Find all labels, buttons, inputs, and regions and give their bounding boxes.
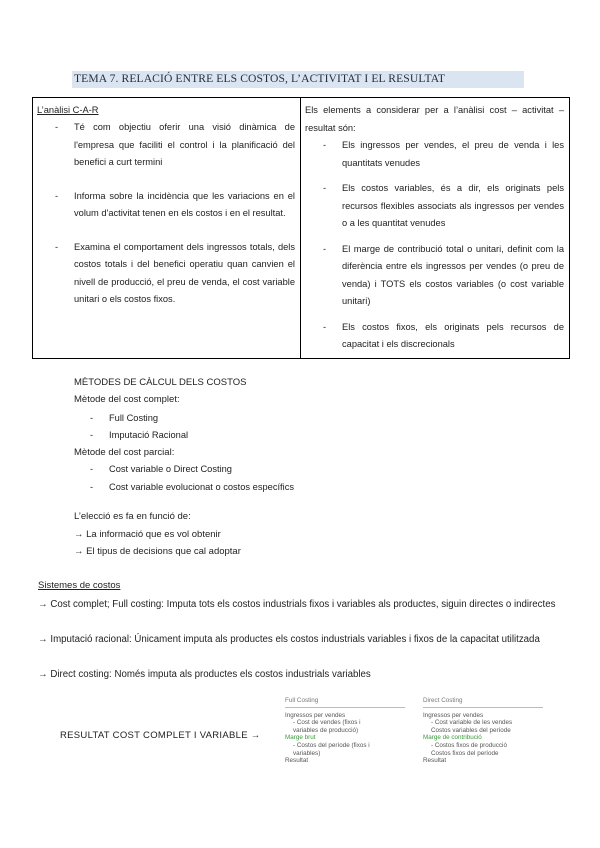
left-bullet: - Examina el comportament dels ingressos totals, dels costos totals i del benefici operatiu quan canvien el nivell de producció, el preu de venda, el cost variable unitari o els costos fixos. [55, 241, 295, 304]
column-divider [300, 98, 301, 358]
direct-costing-statement [423, 697, 543, 765]
right-column [305, 101, 564, 354]
complete-cost-item: - Imputació Racional [90, 430, 189, 440]
left-bullet: - Informa sobre la incidència que les variacions en el volum d'activitat tenen en els costos i en el resultat. [55, 190, 295, 218]
statement-line: Marge de contribució [423, 734, 482, 742]
partial-cost-item: - Cost variable o Direct Costing [90, 464, 232, 474]
statement-line: - Costos del període (fixos i [293, 741, 370, 749]
direct-costing-header: Direct Costing [423, 697, 463, 704]
systems-heading: Sistemes de costos [38, 580, 121, 591]
choice-item: → El tipus de decisions que cal adoptar [74, 546, 241, 557]
statement-line: Ingressos per vendes [423, 711, 484, 719]
right-bullet: - Els ingressos per vendes, el preu de venda i les quantitats venudes [323, 140, 564, 168]
statement-line: variables) [293, 749, 321, 757]
complete-cost-item: - Full Costing [90, 413, 159, 423]
direct-costing-text: → Direct costing: Només imputa als productes els costos industrials variables [38, 669, 371, 680]
full-costing-text: → Cost complet; Full costing: Imputa tots els costos industrials fixos i variables als productes, siguin directes o indirectes [38, 599, 556, 610]
statement-line: Resultat [285, 757, 309, 765]
statement-line: Costos variables del període [431, 726, 511, 734]
right-bullet: - El marge de contribució total o unitari, definit com la diferència entre els ingressos per vendes (o preu de venda) i TOTS els costos variables (o cost variable unitari) [323, 243, 564, 306]
right-column-heading: Els elements a considerar per a l’anàlisi cost – activitat – resultat són: [305, 105, 564, 133]
methods-heading: MÈTODES DE CÀLCUL DELS COSTOS [74, 377, 247, 388]
full-costing-header: Full Costing [285, 697, 319, 704]
left-bullet: - Té com objectiu oferir una visió dinàmica de l'empresa que faciliti el control i la planificació del benefici a curt termini [55, 122, 295, 167]
partial-cost-label: Mètode del cost parcial: [74, 447, 175, 458]
partial-cost-item: - Cost variable evolucionat o costos específics [90, 482, 294, 492]
choice-label: L’elecció es fa en funció de: [74, 511, 191, 522]
statement-line: Marge brut [285, 734, 316, 742]
result-comparison-label: RESULTAT COST COMPLET I VARIABLE → [60, 730, 261, 741]
statement-line: - Cost de vendes (fixos i [293, 719, 361, 727]
statement-line: - Costos fixos de producció [431, 741, 507, 749]
complete-cost-label: Mètode del cost complet: [74, 394, 180, 405]
car-analysis-table [32, 97, 570, 359]
left-column [37, 101, 295, 309]
full-costing-statement [285, 697, 405, 765]
statement-line: - Cost variable de les vendes [431, 719, 513, 727]
page-title: TEMA 7. RELACIÓ ENTRE ELS COSTOS, L’ACTIVITAT I EL RESULTAT [74, 72, 446, 85]
choice-item: → La informació que es vol obtenir [74, 529, 221, 540]
statement-line: Ingressos per vendes [285, 711, 346, 719]
statement-line: Resultat [423, 757, 447, 765]
rational-imputation-text: → Imputació racional: Únicament imputa als productes els costos industrials variables i fixos de la capacitat utilitzada [38, 634, 540, 645]
statement-line: Costos fixos del període [431, 749, 499, 757]
right-bullet: - Els costos fixos, els originats pels recursos de capacitat i els discrecionals [323, 321, 564, 349]
right-bullet: - Els costos variables, és a dir, els originats pels recursos flexibles associats als ingressos per vendes o a les quantitat venudes [323, 183, 564, 228]
left-column-heading: L’anàlisi C-A-R [37, 105, 99, 115]
statement-line: variables de producció) [293, 726, 359, 734]
